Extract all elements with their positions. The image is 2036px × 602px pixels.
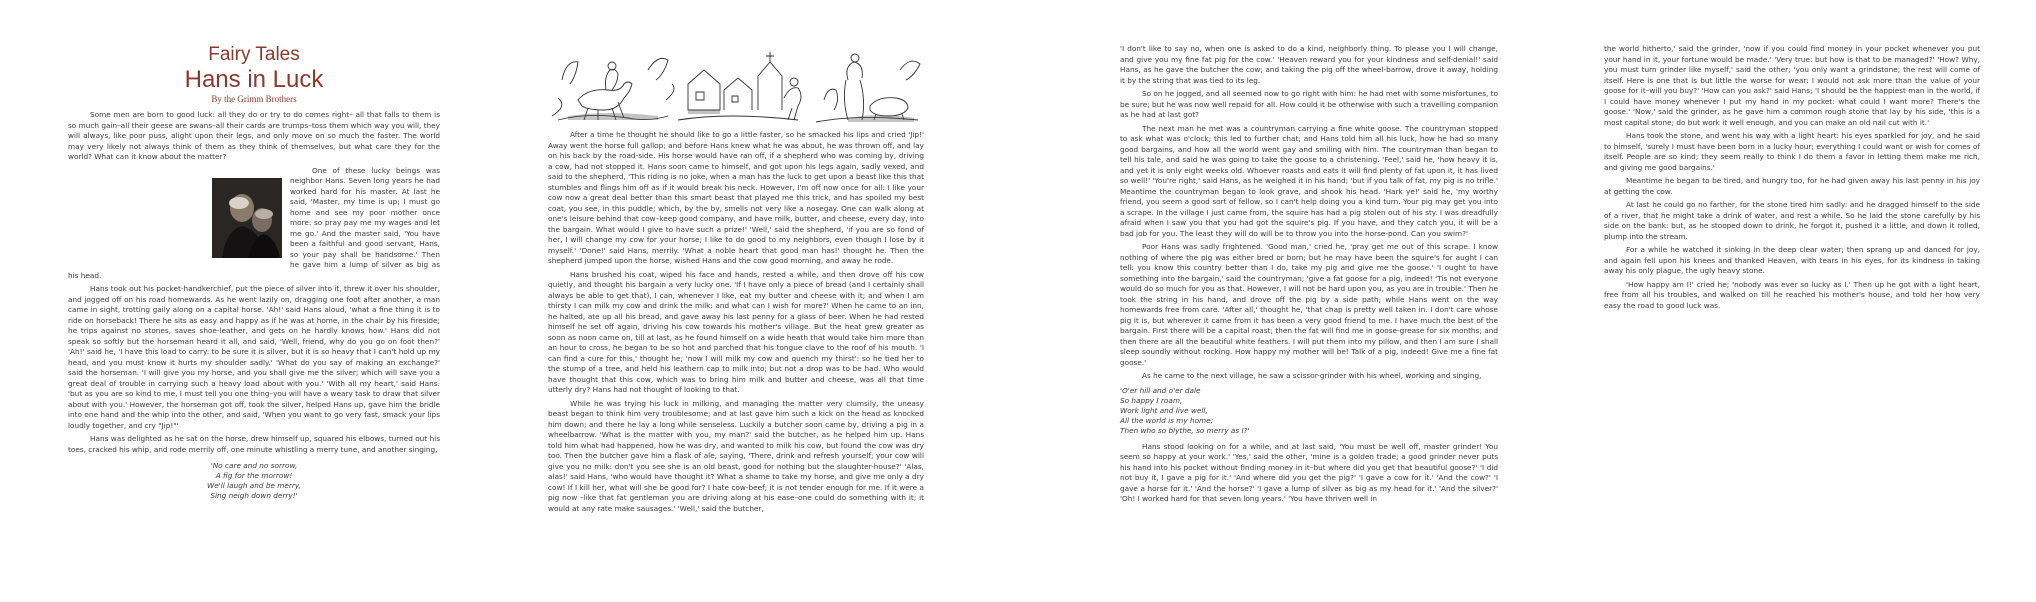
paragraph: Hans took the stone, and went his way with a light heart: his eyes sparkled for joy, and he said to himself, 'surely I must have been born in a lucky hour; everything I could want or wish for comes of itself. People are so kind; they seem really to think I do them a favor in letting them make me rich, and giving me good bargains.' (1604, 131, 1980, 172)
paragraph: 'I don't like to say no, when one is asked to do a kind, neighborly thing. To please you I will change, and give you my fine fat pig for the cow.' 'Heaven reward you for your kindness and self-denial!' said Hans, as he gave the butcher the cow; and taking the pig off the wheel-barrow, drove it away, holding it by the string that was tied to its leg. (1120, 44, 1498, 85)
paragraph: For a while he watched it sinking in the deep clear water; then sprang up and danced for joy, and again fell upon his knees and thanked Heaven, with tears in his eyes, for its kindness in taking away his only plague, the ugly heavy stone. (1604, 245, 1980, 275)
paragraph: While he was trying his luck in milking, and managing the matter very clumsily, the uneasy beast began to think him very troublesome; and at last gave him such a kick on the head as knocked him down; and there he lay a long while senseless. Luckily a butcher soon came by, driving a pig in a wheelbarrow. 'What is the matter with you, my man?' said the butcher, as he helped him up. Hans told him what had happened, how he was dry, and wanted to milk his cow, but found the cow was dry too. Then the butcher gave him a flask of ale, saying, 'There, drink and refresh yourself; your cow will give you no milk: don't you see she is an old beast, good for nothing but the slaughter-house?' 'Alas, alas!' said Hans, 'who would have thought it? What a shame to take my horse, and give me only a dry cow! If I kill her, what will she be good for? I hate cow-beef; it is not tender enough for me. If it were a pig now –like that fat gentleman you are driving along at his ease–one could do something with it; it would at any rate make sausages.' 'Well,' said the butcher, (548, 398, 924, 513)
portrait-illustration (212, 178, 282, 258)
paragraph: At last he could go no farther, for the stone tired him sadly: and he dragged himself to the side of a river, that he might take a drink of water, and rest a while. So he laid the stone carefully by his side on the bank: but, as he stooped down to drink, he forgot it, pushed it a little, and down it rolled, plump into the stream. (1604, 200, 1980, 241)
paragraph: Poor Hans was sadly frightened. 'Good man,' cried he, 'pray get me out of this scrape. I know nothing of where the pig was either bred or born; but he may have been the squire's for aught I can tell: you know this country better than I do, take my pig and give me the goose.' 'I ought to have something into the bargain,' said the countryman; 'give a fat goose for a pig, indeed! 'Tis not everyone would do so much for you as that. However, I will not be hard upon you, as you are in trouble.' Then he took the string in his hand, and drove off the pig by a side path; while Hans went on the way homewards free from care. 'After all,' thought he, 'that chap is pretty well taken in. I don't care whose pig it is, but wherever it came from it has been a very good friend to me. I have much the best of the bargain. First there will be a capital roast; then the fat will find me in goose-grease for six months; and then there are all the beautiful white feathers. I will put them into my pillow, and then I am sure I shall sleep soundly without rocking. How happy my mother will be! Talk of a pig, indeed! Give me a fine fat goose.' (1120, 242, 1498, 367)
byline: By the Grimm Brothers (211, 94, 297, 104)
poem-line: Sing neigh down derry!' (210, 491, 298, 500)
paragraph: 'How happy am I!' cried he; 'nobody was ever so lucky as I.' Then up he got with a light heart, free from all his troubles, and walked on till he reached his mother's house, and told her how very easy the road to good luck was. (1604, 279, 1980, 310)
paragraph: After a time he thought he should like to go a little faster, so he smacked his lips and cried 'Jip!' Away went the horse full gallop; and before Hans knew what he was about, he was thrown off, and lay on his back by the road-side. His horse would have ran off, if a shepherd who was coming by, driving a cow, had not stopped it. Hans soon came to himself, and got upon his legs again, sadly vexed, and said to the shepherd, 'This riding is no joke, when a man has the luck to get upon a beast like this that stumbles and flings him off as if it would break his neck. However, I'm off now once for all: I like your cow now a great deal better than this smart beast that played me this trick, and has spoiled my best coat, you see, in this puddle; which, by the by, smells not very like a nosegay. One can walk along at one's leisure behind that cow–keep good company, and have milk, butter, and cheese, every day, into the bargain. What would I give to have such a prize!' 'Well,' said the shepherd, 'if you are so fond of her, I will change my cow for your horse; I like to do good to my neighbors, even though I lose by it myself.' 'Done!' said Hans, merrily. 'What a noble heart that good man has!' thought he. Then the shepherd jumped upon the horse, wished Hans and the cow good morning, and away he rode. (548, 130, 924, 265)
paragraph: Meantime he began to be tired, and hungry too, for he had given away his last penny in his joy at getting the cow. (1604, 176, 1980, 196)
poem-verse (68, 461, 440, 501)
paragraph: Some men are born to good luck: all they do or try to do comes right– all that falls to them is so much gain–all their geese are swans–all their cards are trumps–toss them which way you will, they will always, like poor puss, alight upon their legs, and only move on so much the faster. The world may very likely not always think of them as they think of themselves, but what care they for the world? What can it know about the matter? (68, 110, 440, 161)
grimm-portrait-image (212, 178, 282, 258)
paragraph: the world hitherto,' said the grinder, 'now if you could find money in your pocket whenever you put your hand in it, your fortune would be made.' 'Very true: but how is that to be managed?' 'How? Why, you must turn grinder like myself,' said the other; 'you only want a grindstone; the rest will come of itself. Here is one that is but little the worse for wear: I would not ask more than the value of your goose for it–will you buy?' 'How can you ask?' said Hans; 'I should be the happiest man in the world, if I could have money whenever I put my hand in my pocket: what could I want more? There's the goose.' 'Now,' said the grinder, as he gave him a common rough stone that lay by his side, 'this is a most capital stone; do but work it well enough, and you can make an old nail cut with it.' (1604, 44, 1980, 127)
text-column-3 (1120, 44, 1498, 508)
text-column-4 (1604, 44, 1980, 314)
paragraph: As he came to the next village, he saw a scissor-grinder with his wheel, working and singing, (1142, 371, 1482, 380)
text-column-1 (68, 44, 440, 507)
paragraph: Hans stood looking on for a while, and at last said, 'You must be well off, master grinder! You seem so happy at your work.' 'Yes,' said the other, 'mine is a golden trade; a good grinder never puts his hand into his pocket without finding money in it–but where did you get that beautiful goose?' 'I did not buy it, I gave a pig for it.' 'And where did you get the pig?' 'I gave a cow for it.' 'And the cow?' 'I gave a horse for it.' 'And the horse?' 'I gave a lump of silver as big as my head for it.' 'And the silver?' 'Oh! I worked hard for that seven long years.' 'You have thriven well in (1120, 441, 1498, 503)
series-title: Fairy Tales (208, 44, 300, 65)
paragraph: Hans was delighted as he sat on the horse, drew himself up, squared his elbows, turned out his toes, cracked his whip, and rode merrily off, one minute whistling a merry tune, and another singing, (68, 434, 440, 454)
poem-line: All the world is my home; (1120, 415, 1214, 425)
poem-line: Work light and live well, (1120, 405, 1208, 415)
poem-line: So happy I roam, (1120, 395, 1183, 405)
paragraph: One of these lucky beings was neighbor Hans. Seven long years he had worked hard for his master. At last he said, 'Master, my time is up; I must go home and see my poor mother once more: so pray pay me my wages and let me go.' And the master said, 'You have been a faithful and good servant, Hans, so your pay shall be handsome.' Then he gave him a lump of silver as big as his head. (68, 165, 440, 280)
poem-line: We'll laugh and be merry, (207, 481, 301, 490)
poem-line: Then who so blythe, so merry as I?' (1120, 425, 1250, 435)
text-column-2 (548, 130, 924, 517)
poem-line: A fig for the morrow! (215, 471, 293, 480)
paragraph: Hans took out his pocket-handkerchief, put the piece of silver into it, threw it over his shoulder, and jogged off on his road homewards. As he went lazily on, dragging one foot after another, a man came in sight, trotting gaily along on a capital horse. 'Ah!' said Hans aloud, 'what a fine thing it is to ride on horseback! There he sits as easy and happy as if he was at home, in the chair by his fireside; he trips against no stones, saves shoe-leather, and gets on he hardly knows how.' Hans did not speak so softly but the horseman heard it all, and said, 'Well, friend, why do you go on foot then?' 'Ah!' said he, 'I have this load to carry: to be sure it is silver, but it is so heavy that I can't hold up my head, and you must know it hurts my shoulder sadly.' 'What do you say of making an exchange?' said the horseman. 'I will give you my horse, and you shall give me the silver; which will save you a great deal of trouble in carrying such a heavy load about with you.' 'With all my heart,' said Hans: 'but as you are so kind to me, I must tell you one thing–you will have a weary task to draw that silver about with you.' However, the horseman got off, took the silver, helped Hans up, gave him the bridle into one hand and the whip into the other, and said, 'When you want to go very fast, smack your lips loudly together, and cry "Jip!"' (68, 284, 440, 430)
paragraph: So on he jogged, and all seemed now to go right with him: he had met with some misfortunes, to be sure; but he was now well repaid for all. How could it be otherwise with such a travelling companion as he had at last got? (1120, 89, 1498, 119)
paragraph: The next man he met was a countryman carrying a fine white goose. The countryman stopped to ask what was o'clock; this led to further chat; and Hans told him all his luck, how he had so many good bargains, and how all the world went gay and smiling with him. The countryman than began to tell his tale, and said he was going to take the goose to a christening. 'Feel,' said he, 'how heavy it is, and yet it is only eight weeks old. Whoever roasts and eats it will find plenty of fat upon it, it has lived so well!' 'You're right,' said Hans, as he weighed it in his hand; 'but if you talk of fat, my pig is no trifle.' Meantime the countryman began to look grave, and shook his head. 'Hark ye!' said he, 'my worthy friend, you seem a good sort of fellow, so I can't help doing you a kind turn. Your pig may get you into a scrape. In the village I just came from, the squire has had a pig stolen out of his sty. I was dreadfully afraid when I saw you that you had got the squire's pig. If you have, and they catch you, it will be a bad job for you. The least they will do will be to throw you into the horse-pond. Can you swim?' (1120, 123, 1498, 238)
poem-verse (1120, 386, 1498, 436)
sketch-illustration (548, 40, 924, 128)
poem-line: 'No care and no sorrow, (210, 461, 298, 470)
title-block (68, 44, 440, 106)
story-title: Hans in Luck (184, 66, 324, 93)
story-illustration (548, 40, 924, 128)
poem-line: 'O'er hill and o'er dale (1120, 385, 1201, 395)
paragraph: Hans brushed his coat, wiped his face and hands, rested a while, and then drove off his cow quietly, and thought his bargain a very lucky one. 'If I have only a piece of bread (and I certainly shall always be able to get that), I can, whenever I like, eat my butter and cheese with it; and when I am thirsty I can milk my cow and drink the milk: and what can I wish for more?' When he came to an inn, he halted, ate up all his bread, and gave away his last penny for a glass of beer. When he had rested himself he set off again, driving his cow towards his mother's village. But the heat grew greater as soon as noon came on, till at last, as he found himself on a wide heath that would take him more than an hour to cross, he began to be so hot and parched that his tongue clave to the roof of his mouth. 'I can find a cure for this,' thought he; 'now I will milk my cow and quench my thirst': so he tied her to the stump of a tree, and held his leathern cap to milk into; but not a drop was to be had. Who would have thought that this cow, which was to bring him milk and butter and cheese, was all that time utterly dry? Hans had not thought of looking to that. (548, 269, 924, 394)
